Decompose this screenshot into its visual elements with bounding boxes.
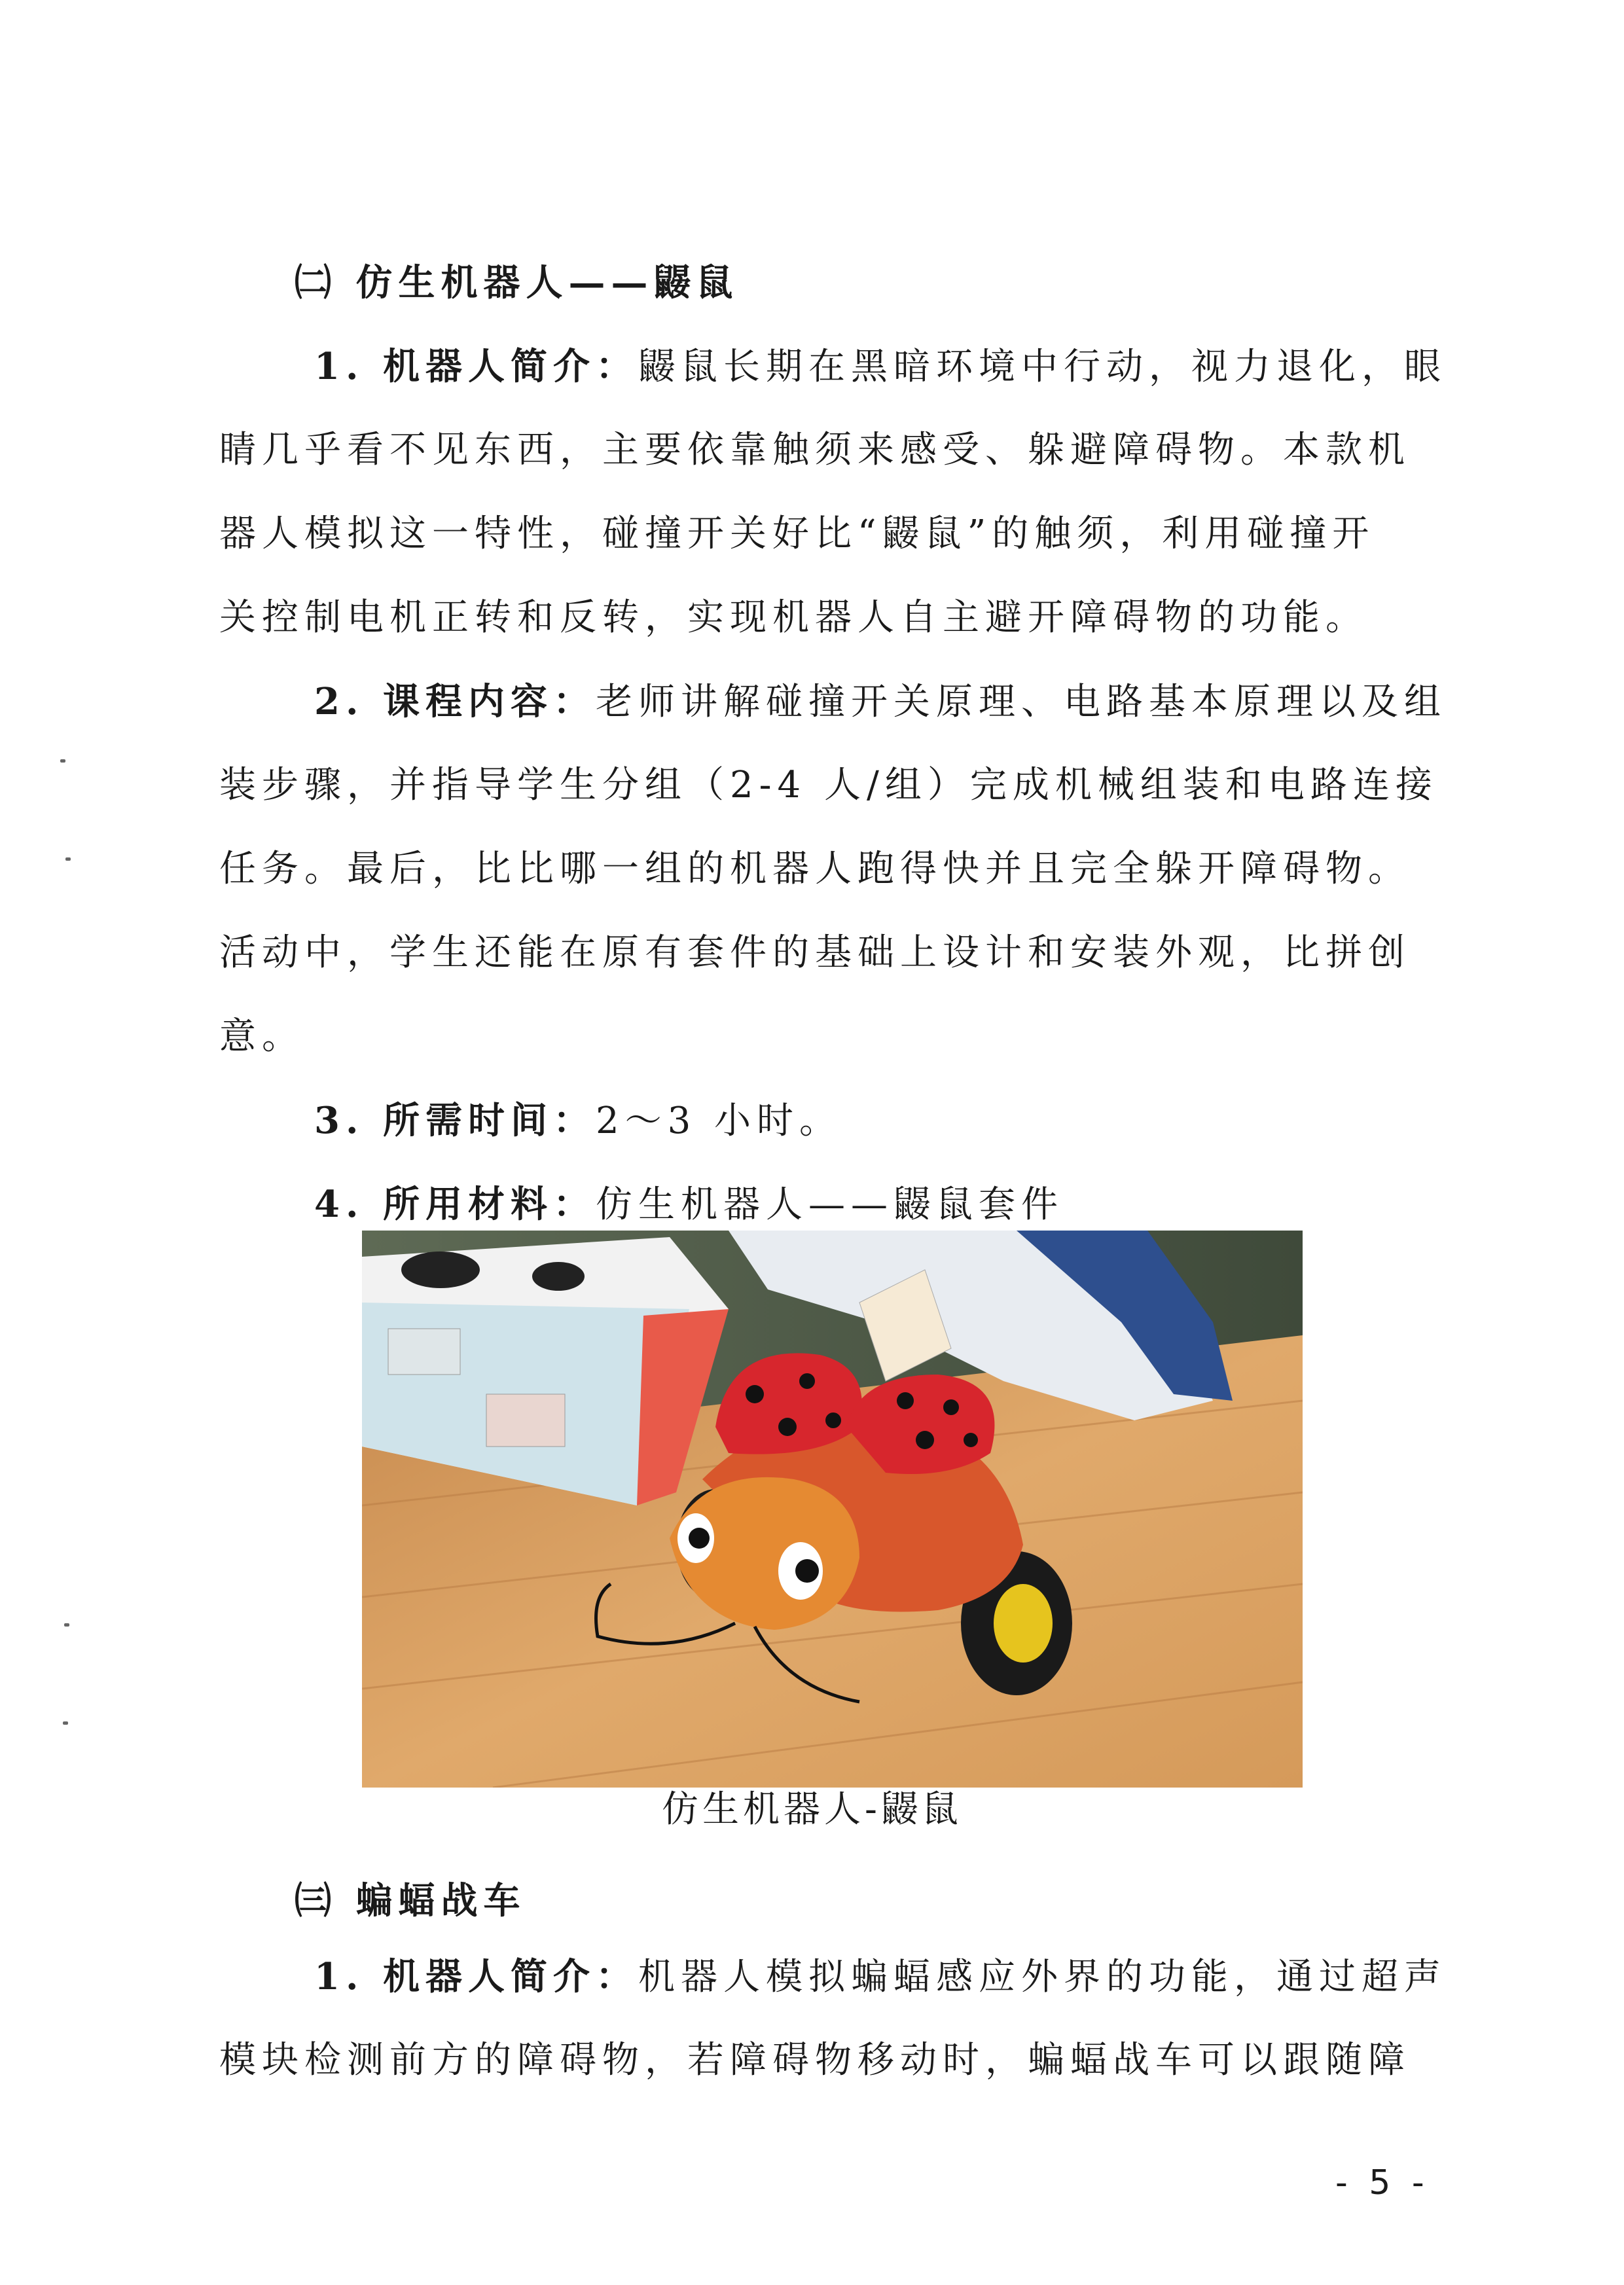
- section3-intro-line2: 模块检测前方的障碍物，若障碍物移动时，蝙蝠战车可以跟随障: [219, 2039, 1411, 2081]
- photo-caption: 仿生机器人-鼹鼠: [662, 1788, 962, 1831]
- robot-photo-illustration: [362, 1231, 1303, 1788]
- material-label: 4. 所用材料：: [314, 1183, 596, 1226]
- section2-time: [314, 1079, 1450, 1163]
- section2-course-line3: 任务。最后，比比哪一组的机器人跑得快并且完全躲开障碍物。: [219, 848, 1411, 890]
- material-value: 仿生机器人——鼹鼠套件: [595, 1183, 1064, 1226]
- section2-intro-line2: 睛几乎看不见东西，主要依靠触须来感受、躲避障碍物。本款机: [219, 429, 1411, 471]
- page-number: - 5 -: [1335, 2163, 1430, 2203]
- section3-intro-line1: [314, 1935, 1450, 2019]
- robot-photo: [362, 1231, 1303, 1788]
- scan-speck: [60, 759, 65, 763]
- course-text: 老师讲解碰撞开关原理、电路基本原理以及组: [595, 681, 1447, 723]
- scan-speck: [65, 857, 71, 861]
- course-label: 2. 课程内容：: [314, 680, 596, 723]
- section2-intro-line3: 器人模拟这一特性，碰撞开关好比“鼹鼠”的触须，利用碰撞开: [219, 513, 1375, 555]
- section3-intro-label: 1. 机器人简介：: [314, 1955, 638, 1998]
- section2-course-line2: 装步骤，并指导学生分组（2-4 人/组）完成机械组装和电路连接: [219, 764, 1438, 806]
- intro-label: 1. 机器人简介：: [314, 345, 638, 388]
- scan-speck: [64, 1623, 69, 1627]
- section2-title: ㈡ 仿生机器人——鼹鼠: [295, 261, 739, 304]
- time-label: 3. 所需时间：: [314, 1099, 596, 1142]
- section3-intro-text: 机器人模拟蝙蝠感应外界的功能，通过超声: [638, 1956, 1447, 1998]
- scan-speck: [63, 1721, 68, 1725]
- section2-intro-line4: 关控制电机正转和反转，实现机器人自主避开障碍物的功能。: [219, 596, 1368, 639]
- section2-course-line1: [314, 660, 1450, 744]
- intro-text: 鼹鼠长期在黑暗环境中行动，视力退化，眼: [638, 346, 1447, 388]
- section2-intro-line1: [314, 325, 1450, 409]
- section3-title: ㈢ 蝙蝠战车: [295, 1879, 526, 1922]
- section2-course-line4: 活动中，学生还能在原有套件的基础上设计和安装外观，比拼创: [219, 931, 1411, 974]
- time-value: 2～3 小时。: [595, 1100, 842, 1142]
- section2-course-line5: 意。: [219, 1015, 304, 1058]
